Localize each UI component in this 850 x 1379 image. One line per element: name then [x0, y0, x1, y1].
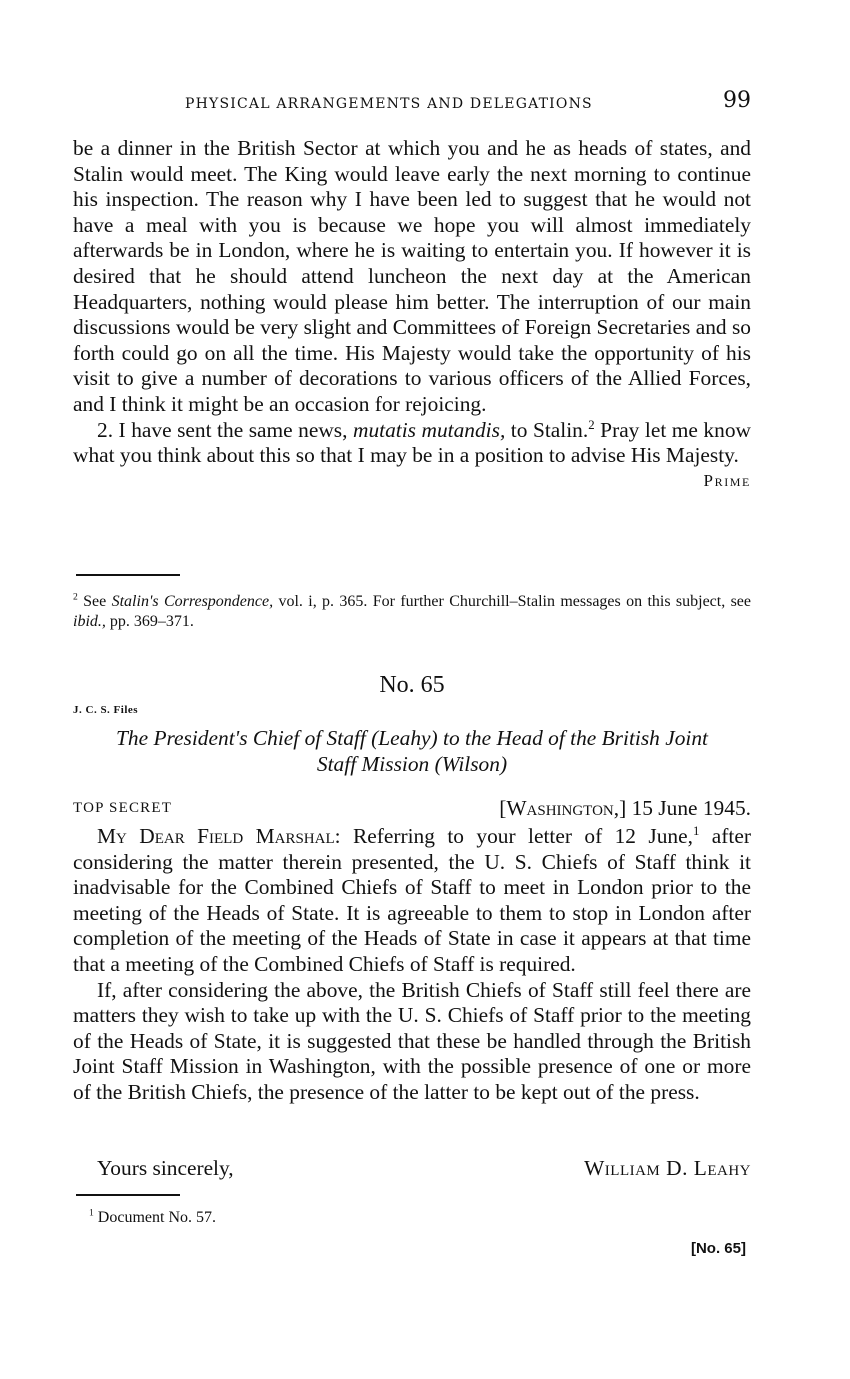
p2-text-mid: to Stalin.: [505, 417, 589, 442]
document-number: No. 65: [379, 672, 445, 698]
place: [Washington,]: [499, 796, 627, 820]
footnote-divider: [76, 1194, 180, 1196]
document-reference-tag: [No. 65]: [690, 1240, 746, 1257]
salutation: My Dear Field Marshal:: [97, 824, 341, 848]
footnote-2: [73, 592, 751, 632]
paragraph-2: [73, 418, 751, 469]
letter-paragraph-1: [73, 824, 751, 978]
p2-text-start: 2. I have sent the same news,: [97, 417, 353, 442]
dateline: [73, 796, 751, 822]
p2-italic-phrase: mutatis mutandis,: [353, 417, 506, 442]
signature-prime: Prime: [703, 470, 751, 490]
page-number: 99: [723, 88, 751, 113]
paragraph-continued: be a dinner in the British Sector at which you and he as heads of states, and Stalin would meet. The King would leave early the next morning to continue his inspection. The reason why I have been led to suggest that he would not have a meal with you is because we hope you will almost immediately afterwards be in London, where he is waiting to entertain you. If however it is desired that he should attend luncheon the next day at the American Headquarters, nothing would please him better. The interruption of our main discussions would be very slight and Committees of Foreign Secretaries and so forth could go on all the time. His Majesty would take the opportunity of his visit to give a number of decorations to various officers of the Allied Forces, and I think it might be an occasion for rejoicing.: [73, 136, 751, 416]
letter-paragraph-2: If, after considering the above, the British Chiefs of Staff still feel there are matters they wish to take up with the U. S. Chiefs of Staff prior to the meeting of the Heads of State, it is suggested that these be handled through the British Joint Staff Mission in Washington, with the possible presence of one or more of the British Chiefs, the presence of the latter to be kept out of the press.: [73, 977, 751, 1104]
closing: Yours sincerely,: [97, 1156, 234, 1180]
footnote-italic: Stalin's Correspondence,: [111, 593, 274, 610]
footnote-marker: 2: [73, 591, 78, 603]
page-header: [73, 88, 751, 118]
date: 15 June 1945.: [626, 796, 751, 820]
footnote-ref-1: 1: [692, 823, 700, 838]
footnote-divider: [76, 574, 180, 576]
footnote-1: [89, 1209, 216, 1227]
footnote-text: vol. i, p. 365. For further Churchill–Stalin messages on this subject, see: [273, 593, 752, 610]
classification: TOP SECRET: [73, 800, 173, 816]
document-title: [73, 726, 751, 777]
document-source: J. C. S. Files: [73, 704, 139, 716]
footnote-marker: 1: [89, 1207, 94, 1219]
footnote-text: See: [77, 593, 112, 610]
running-head: PHYSICAL ARRANGEMENTS AND DELEGATIONS: [185, 96, 593, 112]
closing-line: [73, 1156, 751, 1182]
letter-text: after considering the matter therein presented, the U. S. Chiefs of Staff think it inadvisable for the Combined Chiefs of Staff to meet in London prior to the meeting of the Heads of State. It is agreeable to them to stop in London after completion of the meeting of the Heads of State in case it appears at that time that a meeting of the Combined Chiefs of Staff is required.: [73, 824, 751, 976]
signer: William D. Leahy: [584, 1156, 751, 1180]
footnote-italic: ibid.,: [73, 613, 106, 630]
title-line-2: Staff Mission (Wilson): [316, 751, 508, 776]
p2-text-end: Pray let me know what you think about this so that I may be in a position to advise His Majesty.: [73, 417, 751, 468]
place-date: [499, 796, 751, 821]
footnote-text: pp. 369–371.: [105, 613, 194, 630]
footnote-ref-2: 2: [588, 417, 595, 432]
title-line-1: The President's Chief of Staff (Leahy) to the Head of the British Joint: [116, 726, 708, 750]
continued-message: [73, 136, 751, 491]
footnote-text: Document No. 57.: [93, 1209, 216, 1226]
letter-text: Referring to your letter of 12 June,: [340, 824, 693, 848]
letter-body: [73, 824, 751, 1106]
